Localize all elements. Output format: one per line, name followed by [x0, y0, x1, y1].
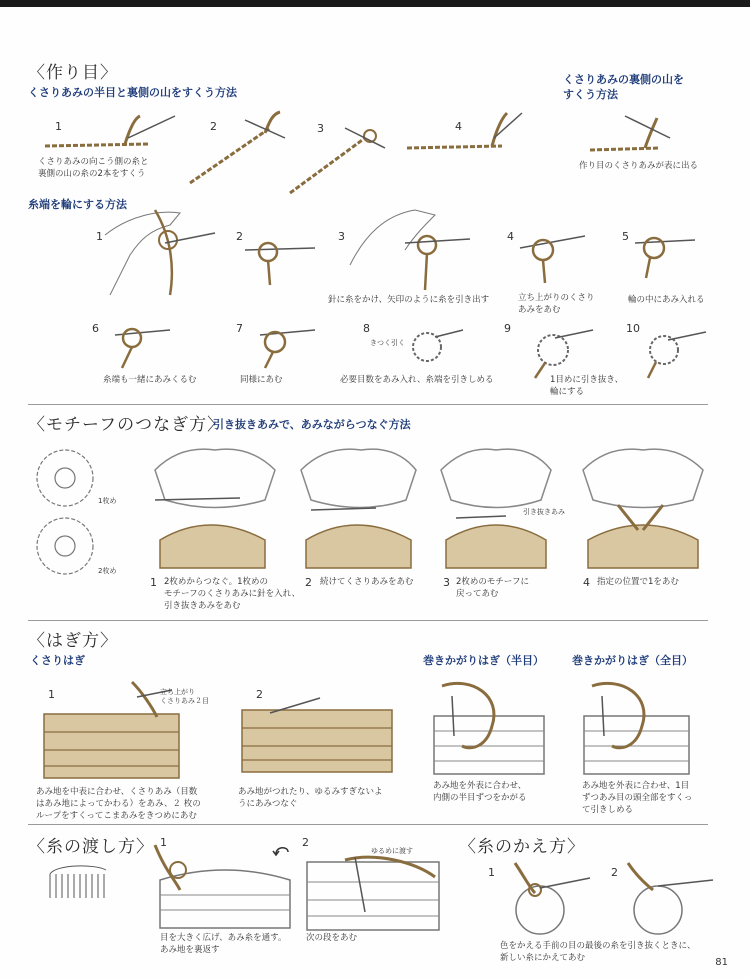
caption-line: 内側の半目ずつをかがる — [433, 793, 527, 803]
step-number: 2 — [305, 576, 312, 589]
caption-line: 1目めに引き抜き、 — [550, 375, 624, 385]
caption-line: 2枚めからつなぐ。1枚めの — [164, 577, 269, 587]
step-caption — [160, 932, 286, 956]
step-caption — [433, 780, 527, 804]
caption-line: あみ地がつれたり、ゆるみすぎないよ — [238, 787, 383, 797]
ring-illustration-b2 — [240, 220, 320, 290]
step-caption — [500, 940, 696, 964]
section-title-motif: 〈モチーフのつなぎ方〉 — [28, 415, 226, 435]
ring-illustration-b8 — [405, 322, 465, 372]
step-number: 2 — [302, 836, 309, 849]
caption-line: うにあみつなぐ — [238, 799, 298, 809]
caption-line: 引き抜きあみをあむ — [164, 601, 241, 611]
chain-illustration-a5 — [585, 108, 685, 158]
label-line: 立ち上がり — [160, 688, 195, 696]
step-number: 6 — [92, 322, 99, 335]
subheading-makikagari-half: 巻きかがりはぎ（半目） — [423, 654, 544, 667]
step-number: 2 — [611, 866, 618, 879]
section-divider — [28, 404, 708, 405]
step-caption: 指定の位置で1をあむ — [597, 577, 679, 587]
subheading-ring: 糸端を輪にする方法 — [28, 198, 127, 211]
label-motif-1: 1枚め — [98, 497, 117, 505]
watashi-illustration-2 — [305, 852, 445, 932]
label-yurume: ゆるめに渡す — [371, 847, 413, 855]
watashi-small-diagram — [46, 862, 110, 902]
label-tachiagari — [160, 688, 209, 706]
caption-line: 立ち上がりのくさり — [518, 293, 595, 303]
section-title-watashi: 〈糸の渡し方〉 — [28, 837, 154, 857]
hagi-illustration-2 — [240, 688, 395, 778]
motif-join-illustration-4 — [578, 440, 708, 570]
hagi-illustration-3 — [432, 676, 547, 776]
step-number: 1 — [488, 866, 495, 879]
caption-line: 輪にする — [550, 387, 585, 397]
step-number: 1 — [150, 576, 157, 589]
section-divider — [28, 620, 708, 621]
label-motif-2: 2枚め — [98, 567, 117, 575]
ring-illustration-b3 — [345, 205, 475, 295]
step-number: 3 — [338, 230, 345, 243]
step-caption — [456, 576, 529, 600]
step-number: 5 — [622, 230, 629, 243]
kaekata-illustration-1 — [495, 858, 595, 938]
step-number: 4 — [583, 576, 590, 589]
ring-illustration-b4 — [515, 218, 590, 288]
subheading-back-bump-line2: すくう方法 — [563, 88, 618, 101]
label-kitsuku: きつく引く — [370, 339, 405, 347]
section-title-hagi: 〈はぎ方〉 — [28, 631, 118, 651]
caption-line: 戻ってあむ — [456, 589, 499, 599]
step-caption: 糸端も一緒にあみくるむ — [103, 375, 197, 385]
step-caption — [38, 156, 149, 180]
step-caption — [518, 292, 595, 316]
step-caption: 必要目数をあみ入れ、糸端を引きしめる — [340, 375, 494, 385]
step-number: 2 — [210, 120, 217, 133]
turn-arrow-icon — [272, 844, 292, 858]
ring-illustration-b1 — [100, 205, 220, 300]
step-caption: 続けてくさりあみをあむ — [320, 577, 414, 587]
step-caption: 次の段をあむ — [306, 933, 358, 943]
caption-line: 色をかえる手前の目の最後の糸を引き抜くときに、 — [500, 941, 696, 951]
motif-join-illustration-2 — [296, 440, 421, 570]
subheading-makikagari-full: 巻きかがりはぎ（全目） — [572, 654, 693, 667]
step-caption: 同様にあむ — [240, 375, 283, 385]
caption-line: 2枚めのモチーフに — [456, 577, 529, 587]
step-caption — [238, 786, 383, 810]
caption-line: 裏側の山の糸の2本をすくう — [38, 169, 146, 179]
label-hikinuki: 引き抜きあみ — [523, 508, 565, 516]
step-number: 1 — [48, 688, 55, 701]
caption-line: あみ地を中表に合わせ、くさりあみ（目数 — [36, 787, 198, 797]
step-caption — [550, 374, 623, 398]
step-number: 1 — [96, 230, 103, 243]
step-number: 2 — [236, 230, 243, 243]
step-caption — [582, 780, 692, 816]
kaekata-illustration-2 — [618, 858, 718, 938]
step-number: 8 — [363, 322, 370, 335]
step-caption: 針に糸をかけ、矢印のように糸を引き出す — [328, 295, 490, 305]
caption-line: 目を大きく広げ、あみ糸を通す。 — [160, 933, 287, 943]
top-border — [0, 0, 750, 7]
step-number: 3 — [317, 122, 324, 135]
step-caption: 輪の中にあみ入れる — [628, 295, 705, 305]
caption-line: あみ地を外表に合わせ、 — [433, 781, 527, 791]
caption-line: ずつあみ目の頭全部をすくっ — [582, 793, 693, 803]
subheading-back-bump-line1: くさりあみの裏側の山を — [563, 73, 684, 86]
step-caption — [164, 576, 300, 612]
chain-illustration-a3 — [285, 108, 395, 198]
caption-line: あみをあむ — [518, 305, 561, 315]
caption-line: あみ地を外表に合わせ、1目 — [582, 781, 690, 791]
chain-illustration-a4 — [402, 108, 527, 153]
page-number: 81 — [715, 957, 728, 968]
subheading-half-stitch: くさりあみの半目と裏側の山をすくう方法 — [28, 86, 237, 99]
step-number: 9 — [504, 322, 511, 335]
ring-illustration-b5 — [630, 218, 700, 283]
step-number: 1 — [55, 120, 62, 133]
subheading-back-bump — [563, 72, 684, 102]
chain-illustration-a1 — [40, 108, 190, 153]
step-number: 4 — [455, 120, 462, 133]
step-caption: 作り目のくさりあみが表に出る — [579, 161, 699, 171]
section-title-kaekata: 〈糸のかえ方〉 — [459, 837, 585, 857]
subheading-motif: 引き抜きあみで、あみながらつなぐ方法 — [213, 418, 411, 431]
motif-diagram — [32, 446, 102, 581]
caption-line: くさりあみの向こう側の糸と — [38, 157, 149, 167]
caption-line: ループをすくってこまあみをきつめにあむ — [36, 811, 197, 821]
motif-join-illustration-1 — [150, 440, 280, 570]
step-number: 1 — [160, 836, 167, 849]
hagi-illustration-4 — [582, 676, 692, 776]
label-line: くさりあみ２目 — [160, 697, 209, 705]
section-divider — [28, 824, 708, 825]
ring-illustration-b10 — [640, 318, 710, 378]
section-title-tsukurime: 〈作り目〉 — [28, 63, 118, 83]
ring-illustration-b7 — [255, 310, 325, 370]
caption-line: はあみ地によってかわる）をあみ、２ 枚の — [36, 799, 201, 809]
step-number: 10 — [626, 322, 640, 335]
motif-join-illustration-3 — [436, 440, 556, 570]
caption-line: モチーフのくさりあみに針を入れ、 — [164, 589, 301, 599]
step-number: 2 — [256, 688, 263, 701]
chain-illustration-a2 — [185, 108, 295, 188]
caption-line: て引きしめる — [582, 805, 634, 815]
caption-line: 新しい糸にかえてあむ — [500, 953, 586, 963]
step-number: 7 — [236, 322, 243, 335]
ring-illustration-b6 — [110, 310, 180, 370]
step-number: 3 — [443, 576, 450, 589]
ring-illustration-b9 — [525, 318, 595, 378]
step-number: 4 — [507, 230, 514, 243]
step-caption — [36, 786, 201, 822]
subheading-kusari-hagi: くさりはぎ — [30, 654, 85, 667]
caption-line: あみ地を裏返す — [160, 945, 220, 955]
